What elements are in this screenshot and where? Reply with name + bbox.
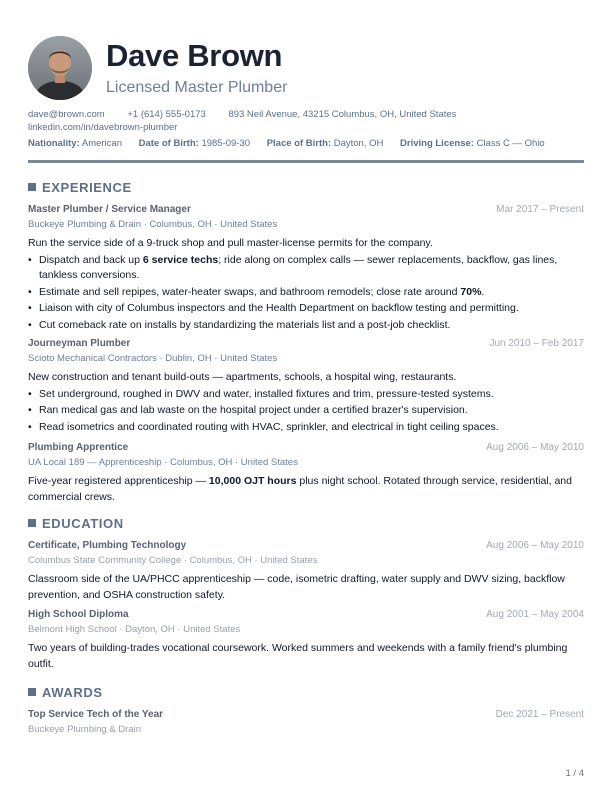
- bullet-item: [28, 318, 584, 334]
- bullet-item: [28, 403, 584, 419]
- award-entry: [28, 708, 584, 736]
- entry-date: Aug 2006 – May 2010: [486, 540, 584, 551]
- candidate-role: Licensed Master Plumber: [106, 79, 288, 96]
- entry-description: Two years of building-trades vocational coursework. Worked summers and weekends with a family friend's plumbing outfit.: [28, 642, 568, 670]
- page-number: 1 / 4: [565, 768, 584, 779]
- entry-organization: Scioto Mechanical Contractors · Dublin, OH · United States: [28, 353, 278, 364]
- detail-place-of-birth: [267, 138, 384, 149]
- detail-value: Dayton, OH: [333, 138, 384, 149]
- section-title-text: EDUCATION: [42, 516, 124, 531]
- contact-address: 893 Neil Avenue, 43215 Columbus, OH, United States: [228, 109, 457, 120]
- contact-email[interactable]: dave@brown.com: [28, 109, 105, 120]
- entry-title: High School Diploma: [28, 609, 129, 620]
- entry-description: [28, 474, 584, 505]
- detail-value: Class C — Ohio: [476, 138, 545, 149]
- section-title-text: AWARDS: [42, 685, 103, 700]
- bullet-item: [28, 420, 584, 436]
- detail-date-of-birth: [139, 138, 250, 149]
- bullet-highlight: 70%: [460, 285, 482, 298]
- experience-entry: [28, 203, 584, 333]
- entry-organization: Columbus State Community College · Columbus, OH · United States: [28, 555, 318, 566]
- entry-title: Certificate, Plumbing Technology: [28, 540, 187, 551]
- detail-label: Nationality:: [28, 138, 80, 149]
- bullet-text: .: [481, 285, 485, 298]
- detail-driving-license: [400, 138, 545, 149]
- entry-date: Mar 2017 – Present: [496, 204, 584, 215]
- bullet-text: Read isometrics and coordinated routing with HVAC, sprinkler, and electrical in tight ceiling spaces.: [39, 420, 499, 433]
- bullet-text: Estimate and sell repipes, water-heater swaps, and bathroom remodels; close rate around: [39, 285, 461, 298]
- entry-organization: Belmont High School · Dayton, OH · United States: [28, 624, 241, 635]
- entry-bullets: [28, 253, 584, 334]
- entry-bullets: [28, 387, 584, 436]
- entry-title: Master Plumber / Service Manager: [28, 204, 191, 215]
- entry-title: Plumbing Apprentice: [28, 442, 129, 453]
- detail-value: 1985-09-30: [201, 138, 251, 149]
- detail-nationality: [28, 138, 122, 149]
- bullet-text: Ran medical gas and lab waste on the hospital project under a certified brazer's supervision.: [39, 404, 468, 416]
- description-text: Five-year registered apprenticeship —: [28, 475, 209, 487]
- bullet-item: [28, 253, 584, 284]
- bullet-text: Dispatch and back up: [39, 253, 143, 266]
- entry-date: Aug 2001 – May 2004: [486, 609, 584, 620]
- detail-label: Place of Birth:: [266, 138, 332, 149]
- bullet-item: [28, 387, 584, 403]
- description-text: plus night school. Rotated through service, residential, and commercial crews.: [28, 475, 572, 503]
- detail-label: Driving License:: [400, 138, 474, 149]
- section-title-education: [28, 516, 124, 532]
- entry-organization: Buckeye Plumbing & Drain · Columbus, OH · United States: [28, 219, 278, 230]
- detail-label: Date of Birth:: [138, 138, 199, 149]
- detail-value: American: [81, 138, 122, 149]
- bullet-item: [28, 301, 584, 317]
- entry-date: Jun 2010 – Feb 2017: [489, 338, 584, 349]
- personal-details: [28, 137, 545, 150]
- entry-date: Aug 2006 – May 2010: [486, 442, 584, 453]
- bullet-text: Set underground, roughed in DWV and water, installed fixtures and trim, pressure-tested systems.: [39, 387, 494, 400]
- contact-linkedin[interactable]: linkedin.com/in/davebrown-plumber: [28, 122, 178, 133]
- header-divider: [28, 160, 584, 163]
- entry-description: Classroom side of the UA/PHCC apprenticeship — code, isometric drafting, water supply and DWV sizing, backflow prevention, and OSHA construction safety.: [28, 573, 565, 601]
- entry-title: Journeyman Plumber: [28, 338, 131, 349]
- person-photo-icon: [28, 36, 92, 100]
- contact-info: [28, 108, 456, 134]
- bullet-highlight: 6 service techs: [142, 253, 219, 266]
- entry-description: New construction and tenant build-outs — apartments, schools, a hospital wing, restaurants.: [28, 371, 457, 383]
- section-title-awards: [28, 685, 103, 701]
- square-bullet-icon: [28, 519, 36, 527]
- description-highlight: 10,000 OJT hours: [208, 475, 297, 487]
- square-bullet-icon: [28, 688, 36, 696]
- candidate-name: Dave Brown: [106, 38, 283, 73]
- entry-title: Top Service Tech of the Year: [28, 709, 164, 720]
- entry-date: Dec 2021 – Present: [495, 709, 584, 720]
- experience-entry: [28, 337, 584, 435]
- bullet-text: Cut comeback rate on installs by standardizing the materials list and a post-job checklist.: [39, 318, 451, 331]
- entry-description: Run the service side of a 9-truck shop and pull master-license permits for the company.: [28, 237, 433, 249]
- education-entry: [28, 608, 584, 672]
- section-title-text: EXPERIENCE: [42, 180, 132, 195]
- square-bullet-icon: [28, 183, 36, 191]
- education-entry: [28, 539, 584, 603]
- section-title-experience: [28, 180, 132, 196]
- bullet-text: Liaison with city of Columbus inspectors and the Health Department on backflow testing and permitting.: [39, 302, 519, 314]
- avatar: [28, 36, 92, 100]
- entry-organization: Buckeye Plumbing & Drain: [28, 724, 141, 735]
- contact-phone[interactable]: +1 (614) 555-0173: [127, 109, 206, 120]
- bullet-item: [28, 285, 584, 301]
- entry-organization: UA Local 189 — Apprenticeship · Columbus, OH · United States: [28, 457, 298, 468]
- experience-entry: [28, 441, 584, 505]
- bullet-text: ; ride along on complex calls — sewer replacements, backflow, gas lines, tankless conversions.: [39, 253, 558, 281]
